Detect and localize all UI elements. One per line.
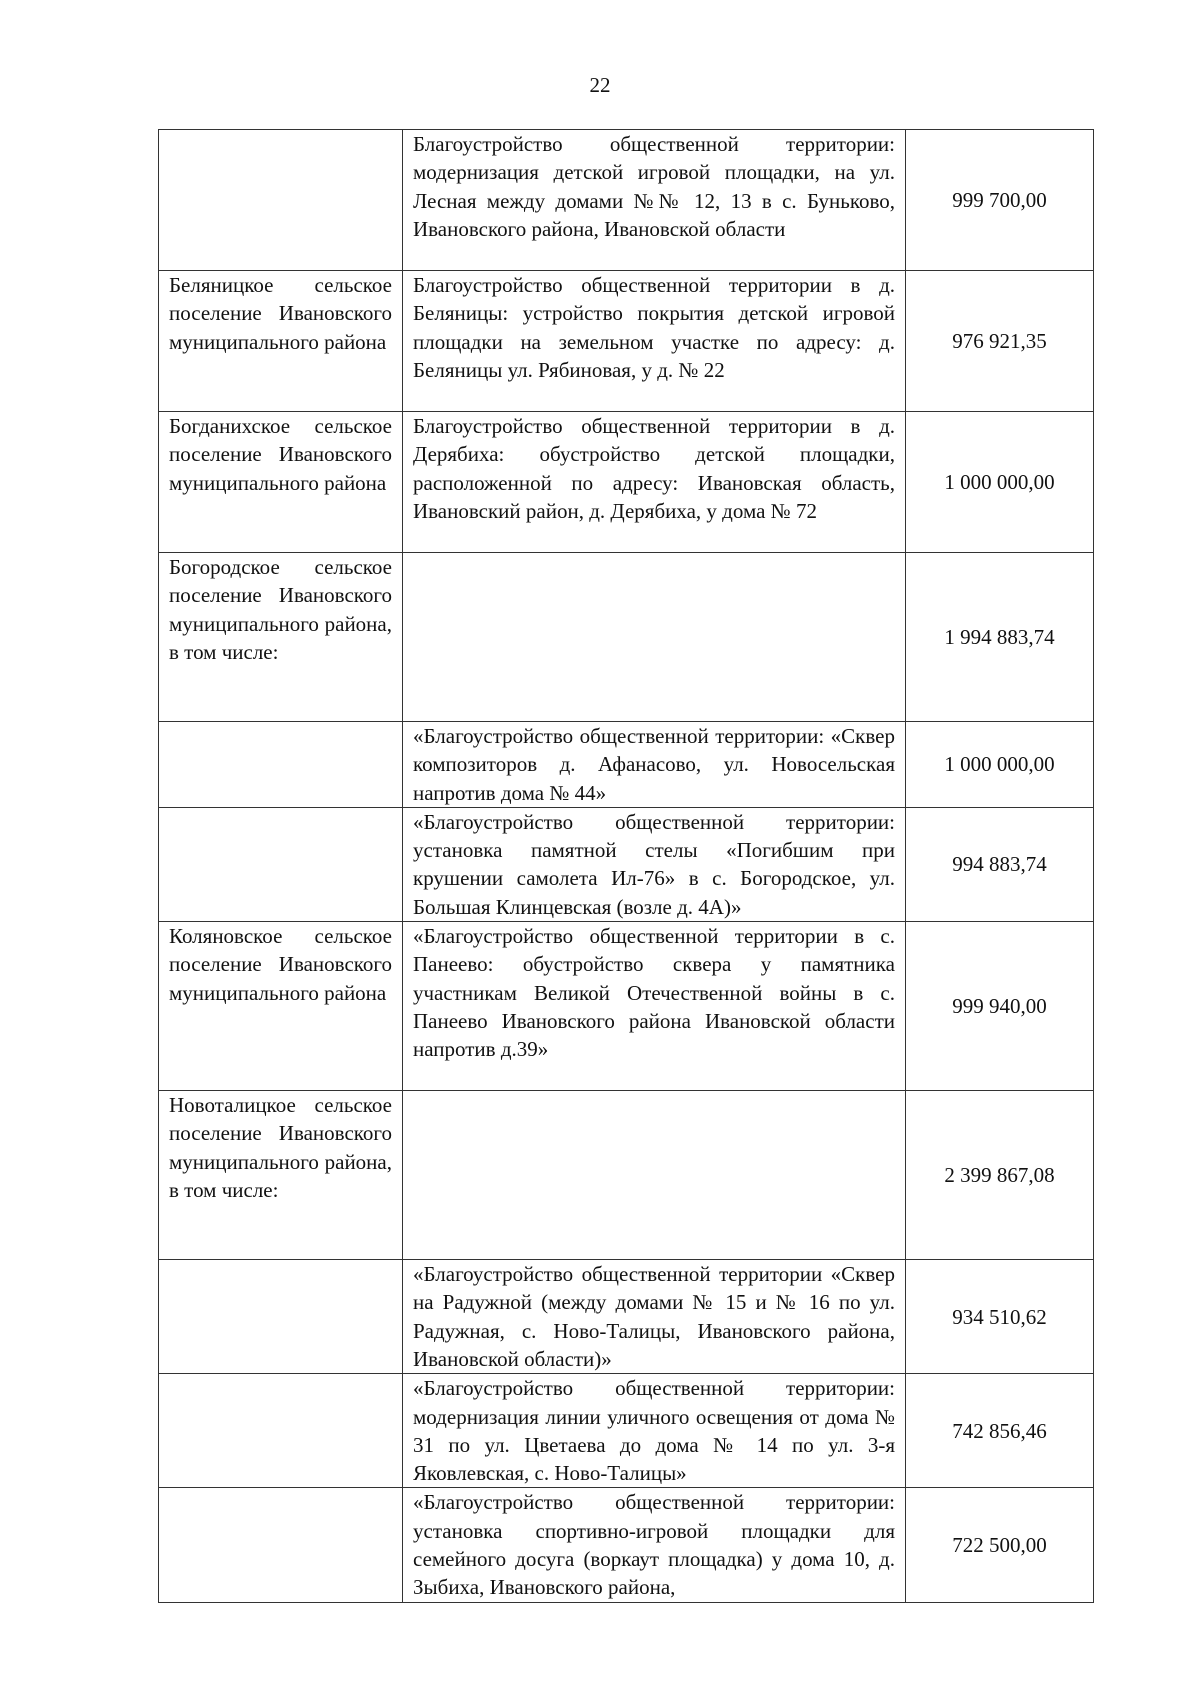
table-row: [159, 807, 1094, 921]
municipality-cell: [159, 1488, 403, 1602]
table-row: [159, 1260, 1094, 1374]
amount-cell: 742 856,46: [906, 1374, 1094, 1488]
municipality-cell: [159, 1260, 403, 1374]
table-row: [159, 553, 1094, 722]
table-row: [159, 722, 1094, 808]
amount-cell: 994 883,74: [906, 807, 1094, 921]
table-row: [159, 1488, 1094, 1602]
table-row: [159, 271, 1094, 412]
description-cell: «Благоустройство общественной территории в с. Панеево: обустройство сквера у памятника участникам Великой Отечественной войны в с. Панеево Ивановского района Ивановской области напротив д.39»: [403, 922, 906, 1091]
amount-cell: 976 921,35: [906, 271, 1094, 412]
municipality-cell: [159, 130, 403, 271]
table-row: [159, 412, 1094, 553]
amount-cell: 722 500,00: [906, 1488, 1094, 1602]
description-cell: Благоустройство общественной территории в д. Беляницы: устройство покрытия детской игровой площадки на земельном участке по адресу: д. Беляницы ул. Рябиновая, у д. № 22: [403, 271, 906, 412]
amount-cell: 999 700,00: [906, 130, 1094, 271]
description-cell: «Благоустройство общественной территории: установка памятной стелы «Погибшим при крушении самолета Ил-76» в с. Богородское, ул. Большая Клинцевская (возле д. 4А)»: [403, 807, 906, 921]
municipality-cell: Коляновское сельское поселение Ивановского муниципального района: [159, 922, 403, 1091]
amount-cell: 934 510,62: [906, 1260, 1094, 1374]
page-number: 22: [589, 73, 611, 97]
description-cell: «Благоустройство общественной территории: установка спортивно-игровой площадки для семейного досуга (воркаут площадка) у дома 10, д. Зыбиха, Ивановского района,: [403, 1488, 906, 1602]
municipality-cell: Новоталицкое сельское поселение Ивановского муниципального района, в том числе:: [159, 1091, 403, 1260]
municipality-cell: [159, 807, 403, 921]
description-cell: [403, 1091, 906, 1260]
municipality-cell: Беляницкое сельское поселение Ивановского муниципального района: [159, 271, 403, 412]
description-cell: «Благоустройство общественной территории «Сквер на Радужной (между домами № 15 и № 16 по ул. Радужная, с. Ново-Талицы, Ивановского района, Ивановской области)»: [403, 1260, 906, 1374]
amount-cell: 1 000 000,00: [906, 412, 1094, 553]
description-cell: «Благоустройство общественной территории: модернизация линии уличного освещения от дома № 31 по ул. Цветаева до дома № 14 по ул. 3-я Яковлевская, с. Ново-Талицы»: [403, 1374, 906, 1488]
description-cell: Благоустройство общественной территории в д. Дерябиха: обустройство детской площадки, расположенной по адресу: Ивановская область, Ивановский район, д. Дерябиха, у дома № 72: [403, 412, 906, 553]
municipality-cell: [159, 1374, 403, 1488]
amount-cell: 999 940,00: [906, 922, 1094, 1091]
amount-cell: 1 994 883,74: [906, 553, 1094, 722]
funding-table: [158, 129, 1094, 1603]
table-row: [159, 130, 1094, 271]
amount-cell: 1 000 000,00: [906, 722, 1094, 808]
table-row: [159, 1374, 1094, 1488]
municipality-cell: [159, 722, 403, 808]
municipality-cell: Богородское сельское поселение Ивановского муниципального района, в том числе:: [159, 553, 403, 722]
description-cell: Благоустройство общественной территории: модернизация детской игровой площадки, на ул. Лесная между домами №№ 12, 13 в с. Буньково, Ивановского района, Ивановской области: [403, 130, 906, 271]
description-cell: [403, 553, 906, 722]
description-cell: «Благоустройство общественной территории: «Сквер композиторов д. Афанасово, ул. Новосельская напротив дома № 44»: [403, 722, 906, 808]
table-row: [159, 922, 1094, 1091]
amount-cell: 2 399 867,08: [906, 1091, 1094, 1260]
municipality-cell: Богданихское сельское поселение Ивановского муниципального района: [159, 412, 403, 553]
table-row: [159, 1091, 1094, 1260]
